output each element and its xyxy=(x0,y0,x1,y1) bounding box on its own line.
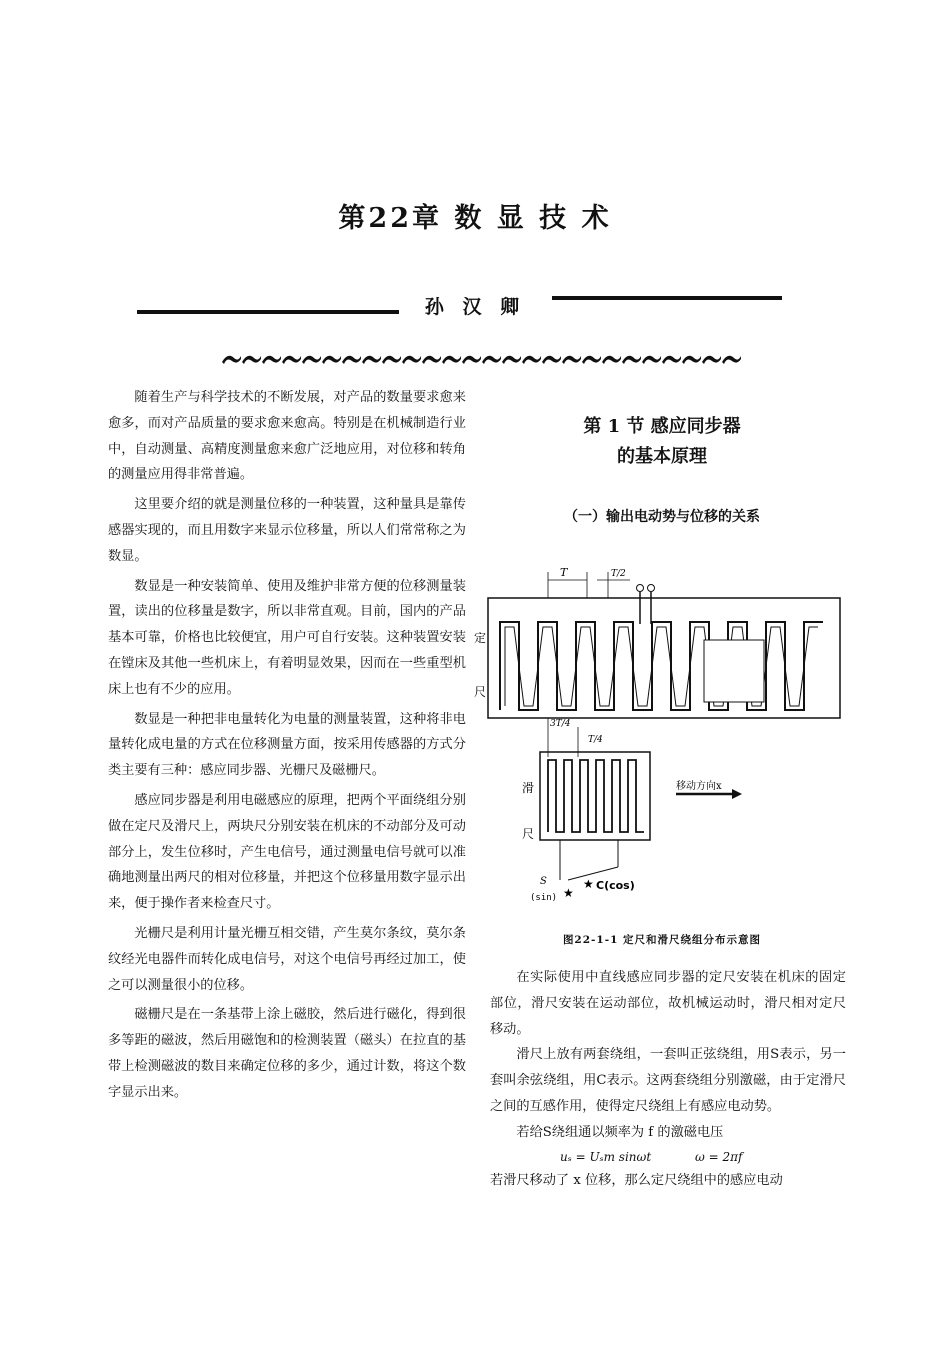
fixed-scale-winding xyxy=(500,622,823,710)
fixed-scale-winding-inner xyxy=(505,627,818,706)
fixed-label-1: 定 xyxy=(474,631,487,645)
right-paragraph-2: 滑尺上放有两套绕组，一套叫正弦绕组，用S表示，另一套叫余弦绕组，用C表示。这两套绕组分别激磁，由于定滑尺之间的互感作用，使得定尺绕组上有感应电动势。 xyxy=(490,1047,846,1114)
slider-winding xyxy=(548,760,644,832)
ornament-mark xyxy=(462,356,481,364)
ornament-mark xyxy=(642,356,661,364)
slider-label-1: 滑 xyxy=(522,781,535,795)
star-icon-2: ★ xyxy=(583,877,594,891)
left-paragraph-3: 数显是一种安装简单、使用及维护非常方便的位移测量装置，读出的位移量是数字，所以非常直观。目前，国内的产品基本可靠，价格也比较便宜，用户可自行安装。这种装置安装在镗床及其他一些机床上，有着明显效果，因而在一些重型机床上也有不少的应用。 xyxy=(108,578,466,697)
ornament-mark xyxy=(222,356,241,364)
figure-caption: 图22-1-1 定尺和滑尺绕组分布示意图 xyxy=(562,934,762,946)
ornament-mark xyxy=(382,356,401,364)
dim-3T4: 3T/4 xyxy=(550,719,571,729)
dim-T: T xyxy=(560,566,568,579)
ornament-mark xyxy=(542,356,561,364)
ornament-mark xyxy=(702,356,721,364)
left-column xyxy=(108,385,466,1106)
ornament-mark xyxy=(322,356,341,364)
ornament-mark xyxy=(662,356,681,364)
ornament-mark xyxy=(482,356,501,364)
label-S: S xyxy=(540,876,547,887)
ornament-divider xyxy=(222,350,742,368)
ornament-mark xyxy=(442,356,461,364)
right-paragraph-3: 若给S绕组通以频率为 f 的激磁电压 xyxy=(516,1124,724,1140)
left-paragraph-5: 感应同步器是利用电磁感应的原理，把两个平面绕组分别做在定尺及滑尺上，两块尺分别安装在机床的不动部分及可动部分上，发生位移时，产生电信号，通过测量电信号就可以准确地测量出两尺的相对位移量，并把这个位移量用数字显示出来，便于操作者来检查尺寸。 xyxy=(108,792,466,912)
slider-label-2: 尺 xyxy=(522,827,535,841)
fixed-label-2: 尺 xyxy=(474,685,487,699)
left-paragraph-1: 随着生产与科学技术的不断发展，对产品的数量要求愈来愈多，而对产品质量的要求愈来愈高。特别是在机械制造行业中，自动测量、高精度测量愈来愈广泛地应用，对位移和转角的测量应用得非常普遍。 xyxy=(108,390,466,483)
formula-voltage: uₛ = Uₛm sinωt xyxy=(560,1149,652,1164)
right-paragraph-1: 在实际使用中直线感应同步器的定尺安装在机床的固定部位，滑尺安装在运动部位，故机械运动时，滑尺相对定尺移动。 xyxy=(490,970,846,1037)
ornament-mark xyxy=(282,356,301,364)
ornament-mark xyxy=(262,356,281,364)
ornament-mark xyxy=(582,356,601,364)
right-paragraph-4: 若滑尺移动了 x 位移，那么定尺绕组中的感应电动 xyxy=(490,1172,783,1188)
ornament-mark xyxy=(242,356,261,364)
ornament-mark xyxy=(602,356,621,364)
ornament-mark xyxy=(302,356,321,364)
ornament-mark xyxy=(522,356,541,364)
author-row xyxy=(0,288,950,328)
chapter-title: 第22章 数 显 技 术 xyxy=(338,203,612,234)
ornament-mark xyxy=(502,356,521,364)
right-column xyxy=(490,965,846,1193)
left-paragraph-7: 磁栅尺是在一条基带上涂上磁胶，然后进行磁化，得到很多等距的磁波，然后用磁饱和的检测装置（磁头）在拉直的基带上检测磁波的数目来确定位移的多少，通过计数，将这个数字显示出来。 xyxy=(108,1007,466,1100)
direction-label: 移动方向x xyxy=(676,781,722,792)
ornament-mark xyxy=(422,356,441,364)
label-sin: (sin) xyxy=(530,893,558,903)
author-name: 孙 汉 卿 xyxy=(424,296,526,318)
subsection-title: （一）输出电动势与位移的关系 xyxy=(564,509,760,525)
fixed-scale-gap xyxy=(704,640,764,702)
author-rule-left xyxy=(137,310,399,314)
left-paragraph-2: 这里要介绍的就是测量位移的一种装置，这种量具是靠传感器实现的，而且用数字来显示位移量，所以人们常常称之为数显。 xyxy=(108,497,466,564)
ornament-mark xyxy=(682,356,701,364)
ornament-mark xyxy=(342,356,361,364)
author-rule-right xyxy=(552,296,782,300)
star-icon-1: ★ xyxy=(563,886,574,900)
section-title-line2: 的基本原理 xyxy=(617,446,707,467)
dim-T4: T/4 xyxy=(588,735,603,745)
section-title xyxy=(486,412,838,472)
label-C: C(cos) xyxy=(596,879,635,892)
section-title-line1: 第 1 节 感应同步器 xyxy=(583,416,741,437)
arrow-right-icon xyxy=(732,789,742,799)
terminal-2 xyxy=(648,585,655,592)
left-paragraph-6: 光栅尺是利用计量光栅互相交错，产生莫尔条纹，莫尔条纹经光电器件而转化成电信号，对这个电信号再经过加工，使之可以测量很小的位移。 xyxy=(108,925,466,993)
formula-line xyxy=(490,1146,846,1168)
formula-omega: ω = 2πf xyxy=(694,1149,743,1164)
ornament-mark xyxy=(562,356,581,364)
fixed-scale-frame xyxy=(488,598,840,718)
left-paragraph-4: 数显是一种把非电量转化为电量的测量装置，这种将非电量转化成电量的方式在位移测量方面，按采用传感器的方式分类主要有三种：感应同步器、光栅尺及磁栅尺。 xyxy=(108,711,466,779)
dim-T-half: T/2 xyxy=(611,569,626,579)
ornament-mark xyxy=(362,356,381,364)
ornament-mark xyxy=(722,356,741,364)
terminal-1 xyxy=(637,585,644,592)
ornament-mark xyxy=(622,356,641,364)
winding-figure xyxy=(470,562,850,907)
ornament-mark xyxy=(402,356,421,364)
